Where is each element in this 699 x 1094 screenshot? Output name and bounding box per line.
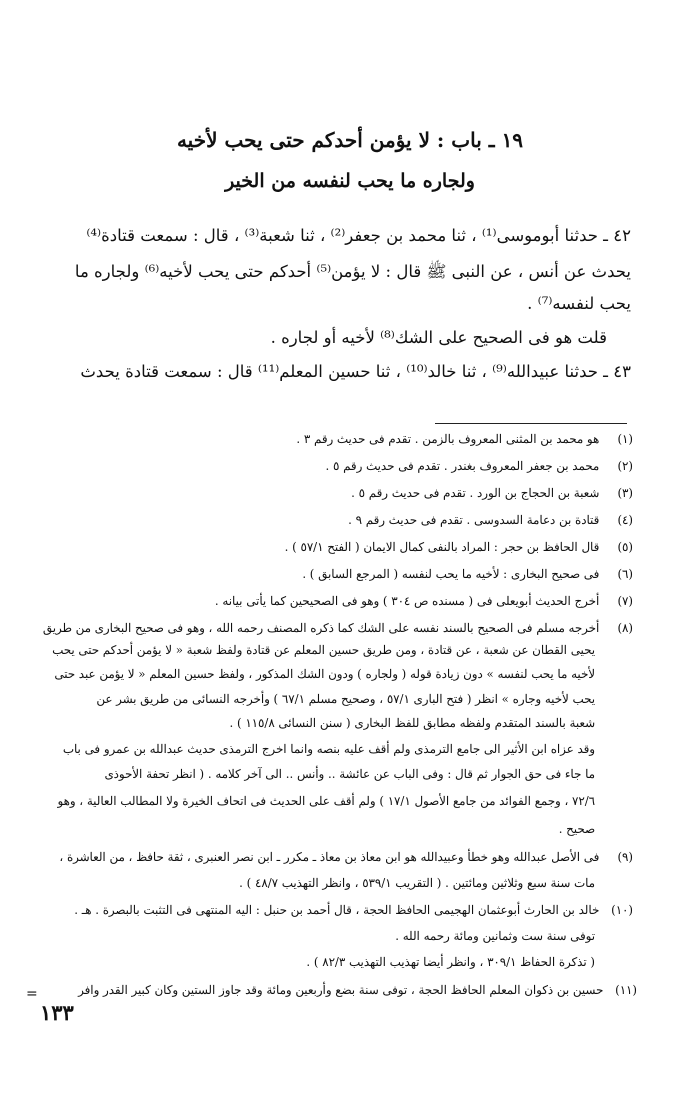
footnote-number: (١) [617,432,633,446]
footnote-5 [15,540,633,554]
footnote-text: خالد بن الحارث أبوعثمان الهجيمى الحافظ الحجة ، قال أحمد بن حنبل : اليه المنتهى فى التثبت بالبصرة . هـ . [74,903,600,917]
hadith-42-line-2: يحدث عن أنس ، عن النبى ﷺ قال : لا يؤمن⁽⁵⁾ أحدكم حتى يحب لأخيه⁽⁶⁾ ولجاره ما [74,262,631,281]
footnote-10-cont-2: ( تذكرة الحفاظ ٣٠٩/١ ، وانظر أيضا تهذيب التهذيب ٨٢/٣ ) . [306,955,595,969]
footnote-separator [435,423,627,424]
footnote-8-cont-3: يحب لأخيه وجاره » انظر ( فتح البارى ٥٧/١ ، وصحيح مسلم ٦٧/١ ) وأخرجه النسائى من طريق بشر عن [96,692,595,706]
footnote-text: حسين بن ذكوان المعلم الحافظ الحجة ، توفى سنة بضع وأربعين ومائة وقد جاوز الستين وكان كبير القدر وافر [78,983,604,997]
footnote-number: (٦) [617,567,633,581]
hadith-43-line-1: ٤٣ ـ حدثنا عبيدالله⁽⁹⁾ ، ثنا خالد⁽¹⁰⁾ ، ثنا حسين المعلم⁽¹¹⁾ قال : سمعت قتادة يحدث [80,362,631,381]
footnote-9 [15,850,633,864]
footnote-text: أخرج الحديث أبويعلى فى ( مسنده ص ٣٠٤ ) وهو فى الصحيحين كما يأتى بيانه . [214,594,600,608]
footnote-text: فى صحيح البخارى : لأخيه ما يحب لنفسه ( المرجع السابق ) . [302,567,600,581]
footnote-9-cont: مات سنة سبع وثلاثين ومائتين . ( التقريب ٥٣٩/١ ، وانظر التهذيب ٤٨/٧ ) . [239,876,595,890]
footnote-text: أخرجه مسلم فى الصحيح بالسند نفسه على الشك كما ذكره المصنف رحمه الله ، وهو فى صحيح البخارى من طريق [42,621,600,635]
footnote-8-cont-2: لأخيه ما يحب لنفسه » دون زيادة قوله ( ولجاره ) ودون الشك المذكور ، ولفظ حسين المعلم « لا يؤمن عبد حتى [54,667,595,681]
footnote-text: قتادة بن دعامة السدوسى . تقدم فى حديث رقم ٩ . [348,513,600,527]
footnote-text: قال الحافظ بن حجر : المراد بالنفى كمال الايمان ( الفتح ٥٧/١ ) . [284,540,600,554]
footnote-8-cont-7: ٧٢/٦ ، وجمع الفوائد من جامع الأصول ١٧/١ ) ولم أقف على الحديث فى اتحاف الخيرة ولا المطالب العالية ، وهو [57,794,595,808]
footnote-number: (٢) [617,459,633,473]
page-number: ١٣٣ [40,1000,74,1025]
hadith-42-line-3: يحب لنفسه⁽⁷⁾ . [527,294,631,313]
footnote-2 [15,459,633,473]
chapter-title: ١٩ ـ باب : لا يؤمن أحدكم حتى يحب لأخيه [176,128,524,152]
footnote-10 [15,903,633,917]
chapter-subtitle: ولجاره ما يحب لنفسه من الخير [225,170,475,192]
footnote-8-cont-5: وقد عزاه ابن الأثير الى جامع الترمذى ولم أقف عليه بنصه وانما اخرج الترمذى حديث عبدالله بن عمرو فى باب [62,742,595,756]
continuation-mark: = [26,986,38,1002]
footnote-8-cont-1: يحيى القطان عن شعبة ، عن قتادة ، ومن طريق حسين المعلم عن قتادة ولفظ شعبة « لا يؤمن أحدكم حتى يحب [52,643,595,657]
footnote-text: هو محمد بن المثنى المعروف بالزمن . تقدم فى حديث رقم ٣ . [296,432,600,446]
footnote-number: (٩) [617,850,633,864]
footnote-8-cont-4: شعبة بالسند المتقدم ولفظه مطابق للفظ البخارى ( سنن النسائى ١١٥/٨ ) . [229,716,595,730]
footnote-6 [15,567,633,581]
footnote-3 [15,486,633,500]
footnote-8 [15,621,633,635]
hadith-42-line-1: ٤٢ ـ حدثنا أبوموسى⁽¹⁾ ، ثنا محمد بن جعفر⁽²⁾ ، ثنا شعبة⁽³⁾ ، قال : سمعت قتادة⁽⁴⁾ [86,226,631,245]
author-comment: قلت هو فى الصحيح على الشك⁽⁸⁾ لأخيه أو لجاره . [270,328,607,347]
footnote-number: (١١) [615,983,637,997]
footnote-number: (٤) [617,513,633,527]
footnote-7 [15,594,633,608]
footnote-number: (١٠) [611,903,633,917]
footnote-text: محمد بن جعفر المعروف بغندر . تقدم فى حديث رقم ٥ . [325,459,600,473]
footnote-1 [15,432,633,446]
footnote-text: فى الأصل عبدالله وهو خطأ وعبيدالله هو ابن معاذ بن معاذ ـ مكرر ـ ابن نصر العنبرى ، ثقة حافظ ، من العاشرة ، [59,850,600,864]
footnote-number: (٧) [617,594,633,608]
footnote-11 [19,983,637,997]
footnote-number: (٣) [617,486,633,500]
footnote-8-cont-8: صحيح . [558,822,595,836]
footnote-8-cont-6: ما جاء فى حق الجوار ثم قال : وفى الباب عن عائشة .. وأنس .. الى آخر كلامه . ( انظر تحفة الأحوذى [104,767,595,781]
footnote-10-cont-1: توفى سنة ست وثمانين ومائة رحمه الله . [395,929,595,943]
footnote-4 [15,513,633,527]
footnote-number: (٨) [617,621,633,635]
footnote-text: شعبة بن الحجاج بن الورد . تقدم فى حديث رقم ٥ . [351,486,600,500]
footnote-number: (٥) [617,540,633,554]
